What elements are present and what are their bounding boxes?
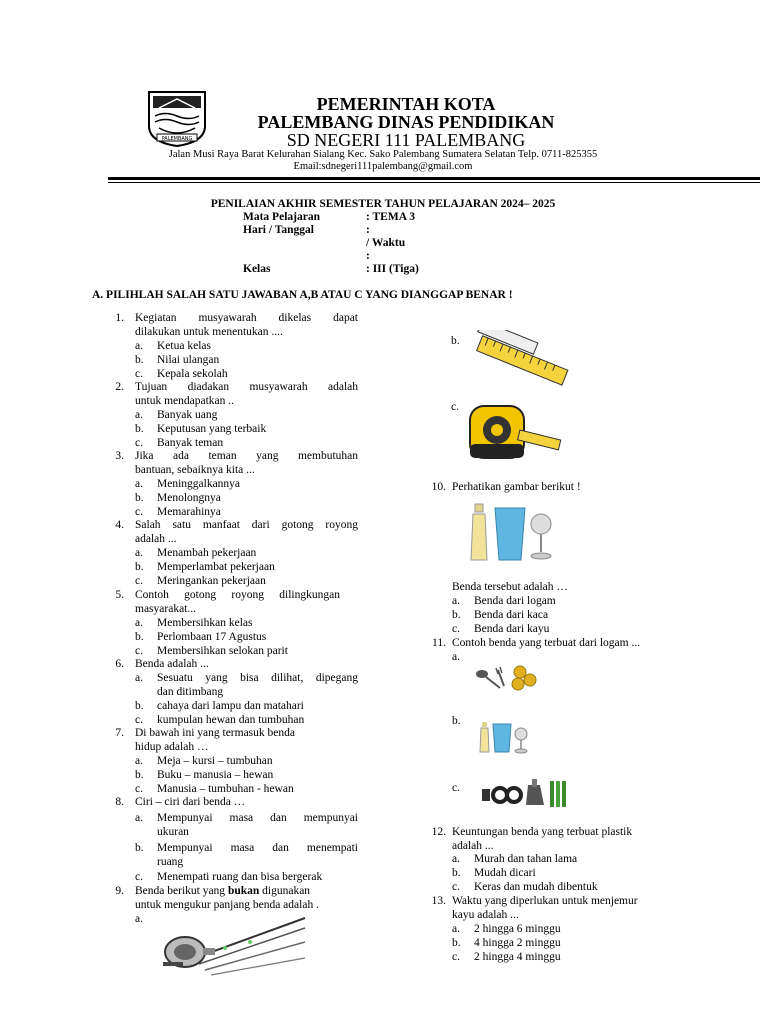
section-a-instruction: A. PILIHLAH SALAH SATU JAWABAN A,B ATAU C YANG DIANGGAP BENAR ! [92,289,513,301]
q11-option-b-letter: b. [452,715,461,727]
header-line-2: PALEMBANG DINAS PENDIDIKAN [257,112,555,132]
q9-number: 9. [115,885,124,897]
date-label: Hari / Tanggal [243,224,314,236]
q12-option-a: a. Murah dan tahan lama [452,853,578,865]
header-line-1: PEMERINTAH KOTA [316,94,496,114]
q12-number: 12. [431,826,446,838]
q12-option-b: b. Mudah dicari [452,867,536,879]
q3-option-a: a. Meninggalkannya [135,478,241,490]
q6-option-c: c. kumpulan hewan dan tumbuhan [135,714,305,726]
fishing-rod-reel-image [155,912,307,980]
q5-option-a: a. Membersihkan kelas [135,617,253,629]
q1-option-b: b. Nilai ulangan [135,354,220,366]
q8-option-b: b. [135,842,144,854]
q12-text-line1: Keuntungan benda yang terbuat plastik [452,826,633,838]
q2-text-line2: untuk mendapatkan .. [135,395,235,407]
time-colon: : [366,250,370,262]
q4-option-b: b. Memperlambat pekerjaan [135,561,275,573]
header-rule-thick [108,177,760,180]
q10-option-b: b. Benda dari kaca [452,609,549,621]
q2-number: 2. [115,381,124,393]
q9-option-c-letter: c. [451,401,459,413]
q13-option-b: b. 4 hingga 2 minggu [452,937,561,949]
q11-option-a-letter: a. [452,651,460,663]
q4-text-line2: adalah ... [135,533,177,545]
q8-option-a-line1: Mempunyai masa dan mempunyai [157,812,358,824]
q3-text-line2: bantuan, sebaiknya kita ... [135,464,255,476]
class-label: Kelas [243,263,271,275]
q3-option-c: c. Memarahinya [135,506,221,518]
q13-text-line1: Waktu yang diperlukan untuk menjemur [452,895,638,907]
q7-text-line2: hidup adalah … [135,741,209,753]
q4-text-line1: Salah satu manfaat dari gotong royong [135,519,358,531]
q9-text-line2: untuk mengukur panjang benda adalah . [135,899,319,911]
q10-text-line2: Benda tersebut adalah … [452,581,568,593]
header-address: Jalan Musi Raya Barat Kelurahan Sialang Kec. Sako Palembang Sumatera Selatan Telp. 0711-825355 [168,149,598,160]
q8-text-line1: Ciri – ciri dari benda … [135,796,246,808]
q7-option-a: a. Meja – kursi – tumbuhan [135,755,273,767]
header-line-3: SD NEGERI 111 PALEMBANG [286,130,526,150]
q5-text-line1: Contoh gotong royong dilingkungan [135,589,340,601]
q8-option-c: c. Menempati ruang dan bisa bergerak [135,871,323,883]
date-value: : [366,224,370,236]
class-value: : III (Tiga) [366,263,419,275]
q6-option-b: b. cahaya dari lampu dan matahari [135,700,304,712]
q11-option-c-letter: c. [452,782,460,794]
exam-title: PENILAIAN AKHIR SEMESTER TAHUN PELAJARAN 2024– 2025 [210,198,556,210]
q1-text-line1: Kegiatan musyawarah dikelas dapat [135,312,358,324]
q10-number: 10. [431,481,446,493]
q5-number: 5. [115,589,124,601]
q1-text-line2: dilakukan untuk menentukan .... [135,326,283,338]
tape-measure-image [466,400,566,464]
q13-option-a: a. 2 hingga 6 minggu [452,923,561,935]
q10-text-line1: Perhatikan gambar berikut ! [452,481,581,493]
q10-option-c: c. Benda dari kayu [452,623,550,635]
measuring-ruler-image [468,330,572,402]
q3-number: 3. [115,450,124,462]
q9-text-line1: Benda berikut yang bukan digunakan [135,885,311,897]
q4-option-c: c. Meringankan pekerjaan [135,575,266,587]
q8-number: 8. [115,796,124,808]
q3-option-b: b. Menolongnya [135,492,221,504]
q5-option-b: b. Perlombaan 17 Agustus [135,631,267,643]
subject-label: Mata Pelajaran [243,211,320,223]
q7-text-line1: Di bawah ini yang termasuk benda [135,727,295,739]
spoon-fork-coins-image [472,662,542,692]
q6-option-a-line1: Sesuatu yang bisa dilihat, dipegang [157,672,358,684]
q11-number: 11. [432,637,446,649]
q6-option-a-line2: dan ditimbang [157,686,224,698]
q6-number: 6. [115,658,124,670]
q5-option-c: c. Membersihkan selokan parit [135,645,288,657]
q2-option-c: c. Banyak teman [135,437,224,449]
time-value: / Waktu [366,237,406,249]
q9-option-a-letter: a. [135,913,143,925]
q7-option-c: c. Manusia – tumbuhan - hewan [135,783,294,795]
q7-number: 7. [115,727,124,739]
q6-text-line1: Benda adalah ... [135,658,209,670]
q4-number: 4. [115,519,124,531]
q8-option-a: a. [135,812,143,824]
rubber-objects-image [478,775,570,811]
q7-option-b: b. Buku – manusia – hewan [135,769,274,781]
q10-option-a: a. Benda dari logam [452,595,556,607]
q4-option-a: a. Menambah pekerjaan [135,547,257,559]
header-rule-thin [108,182,760,183]
subject-value: : TEMA 3 [366,211,415,223]
q1-option-a: a. Ketua kelas [135,340,211,352]
svg-text:PALEMBANG: PALEMBANG [161,136,193,142]
q1-number: 1. [115,312,124,324]
q8-option-a-line2: ukuran [157,826,189,838]
q3-text-line1: Jika ada teman yang membutuhan [135,450,358,462]
q5-text-line2: masyarakat... [135,603,196,615]
q9-option-b-letter: b. [451,335,460,347]
q13-text-line2: kayu adalah ... [452,909,519,921]
q8-option-b-line2: ruang [157,856,184,868]
q2-option-b: b. Keputusan yang terbaik [135,423,267,435]
q13-number: 13. [431,895,446,907]
q13-option-c: c. 2 hingga 4 minggu [452,951,561,963]
q8-option-b-line1: Mempunyai masa dan menempati [157,842,358,854]
header-email: Email:sdnegeri111palembang@gmail.com [293,161,473,172]
glass-objects-small-image [478,720,530,754]
q2-option-a: a. Banyak uang [135,409,218,421]
q1-option-c: c. Kepala sekolah [135,368,228,380]
q2-text-line1: Tujuan diadakan musyawarah adalah [135,381,358,393]
glass-objects-image [467,500,559,564]
q12-text-line2: adalah ... [452,840,494,852]
q12-option-c: c. Keras dan mudah dibentuk [452,881,598,893]
q11-text-line1: Contoh benda yang terbuat dari logam ... [452,637,641,649]
q6-option-a: a. [135,672,143,684]
